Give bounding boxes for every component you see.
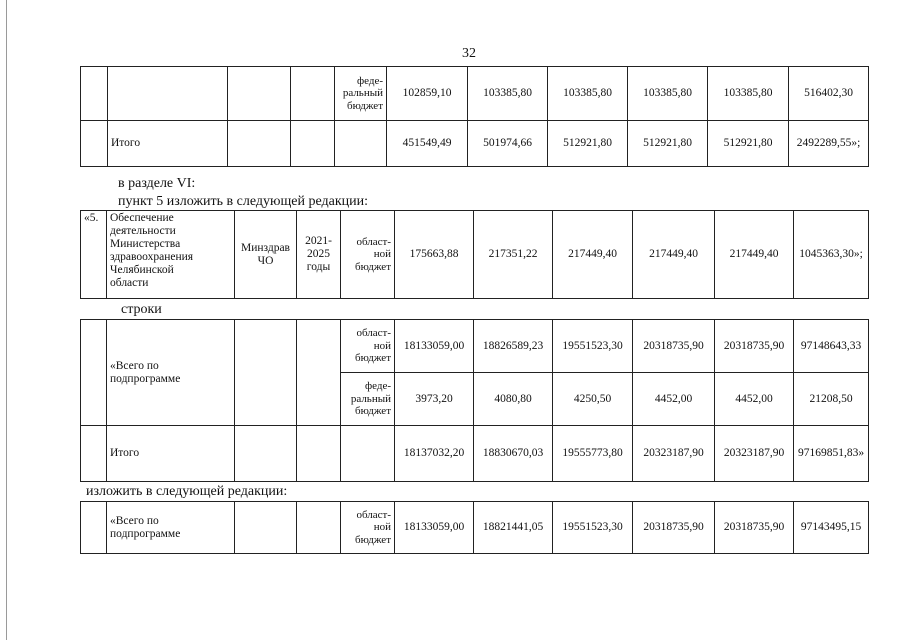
row-label-cell: Итого (107, 426, 235, 482)
value-cell: 97169851,83» (794, 426, 869, 482)
funding-source-cell: феде- ральный бюджет (341, 373, 395, 426)
value-cell: 512921,80 (628, 121, 708, 167)
table-cell (235, 502, 297, 554)
table-cell (297, 502, 341, 554)
table-row (81, 502, 869, 554)
table-cell (291, 67, 335, 121)
table-cell (335, 121, 387, 167)
table-cell (228, 121, 291, 167)
table-cell (81, 426, 107, 482)
value-cell: 2492289,55»; (789, 121, 869, 167)
value-cell: 18821441,05 (474, 502, 553, 554)
value-cell: 4250,50 (553, 373, 633, 426)
table-row (81, 211, 869, 299)
value-cell: 3973,20 (395, 373, 474, 426)
value-cell: 516402,30 (789, 67, 869, 121)
paragraph-new-edition: изложить в следующей редакции: (86, 484, 288, 499)
executor-cell: Минздрав ЧО (235, 211, 297, 299)
value-cell: 4080,80 (474, 373, 553, 426)
row-label-cell: «Всего по подпрограмме (107, 502, 235, 554)
row-label-cell: Итого (108, 121, 228, 167)
value-cell: 501974,66 (468, 121, 548, 167)
value-cell: 4452,00 (633, 373, 715, 426)
table-subprogram-new (80, 501, 869, 554)
value-cell: 217351,22 (474, 211, 553, 299)
funding-source-cell: феде- ральный бюджет (335, 67, 387, 121)
item-name-cell: Обеспечение деятельности Министерства здравоохранения Челябинской области (107, 211, 235, 299)
value-cell: 103385,80 (468, 67, 548, 121)
row-label-cell: «Всего по подпрограмме (107, 320, 235, 426)
paragraph-rows: строки (121, 302, 162, 317)
value-cell: 19551523,30 (553, 320, 633, 373)
value-cell: 20318735,90 (715, 502, 794, 554)
table-cell (228, 67, 291, 121)
value-cell: 217449,40 (715, 211, 794, 299)
value-cell: 21208,50 (794, 373, 869, 426)
value-cell: 97143495,15 (794, 502, 869, 554)
value-cell: 20318735,90 (633, 502, 715, 554)
value-cell: 102859,10 (387, 67, 468, 121)
value-cell: 20318735,90 (633, 320, 715, 373)
value-cell: 18137032,20 (395, 426, 474, 482)
table-cell (81, 121, 108, 167)
table-cell (291, 121, 335, 167)
table-row (81, 426, 869, 482)
table-row (81, 121, 869, 167)
value-cell: 20323187,90 (715, 426, 794, 482)
table-subprogram-totals-top (80, 66, 869, 167)
table-cell (235, 320, 297, 426)
value-cell: 18826589,23 (474, 320, 553, 373)
value-cell: 19551523,30 (553, 502, 633, 554)
value-cell: 217449,40 (553, 211, 633, 299)
funding-source-cell: област- ной бюджет (341, 211, 395, 299)
table-cell (81, 502, 107, 554)
value-cell: 97148643,33 (794, 320, 869, 373)
value-cell: 217449,40 (633, 211, 715, 299)
table-cell (297, 426, 341, 482)
value-cell: 19555773,80 (553, 426, 633, 482)
value-cell: 512921,80 (708, 121, 789, 167)
paragraph-section-vi: в разделе VI: (118, 176, 196, 191)
value-cell: 20318735,90 (715, 320, 794, 373)
value-cell: 103385,80 (548, 67, 628, 121)
funding-source-cell: област- ной бюджет (341, 320, 395, 373)
paragraph-item-5-instruction: пункт 5 изложить в следующей редакции: (118, 194, 368, 209)
value-cell: 18133059,00 (395, 502, 474, 554)
item-number-cell: «5. (81, 211, 107, 299)
value-cell: 175663,88 (395, 211, 474, 299)
table-cell (297, 320, 341, 426)
value-cell: 103385,80 (628, 67, 708, 121)
page-edge-line (6, 0, 7, 640)
table-row (81, 67, 869, 121)
table-item-5 (80, 210, 869, 299)
value-cell: 18133059,00 (395, 320, 474, 373)
table-cell (341, 426, 395, 482)
value-cell: 4452,00 (715, 373, 794, 426)
funding-source-cell: област- ной бюджет (341, 502, 395, 554)
period-cell: 2021- 2025 годы (297, 211, 341, 299)
table-cell (81, 67, 108, 121)
table-subprogram-old (80, 319, 869, 482)
table-row (81, 320, 869, 373)
value-cell: 512921,80 (548, 121, 628, 167)
table-cell (81, 320, 107, 426)
page-number: 32 (462, 46, 476, 61)
table-cell (235, 426, 297, 482)
value-cell: 18830670,03 (474, 426, 553, 482)
value-cell: 103385,80 (708, 67, 789, 121)
table-cell (108, 67, 228, 121)
value-cell: 20323187,90 (633, 426, 715, 482)
value-cell: 451549,49 (387, 121, 468, 167)
value-cell: 1045363,30»; (794, 211, 869, 299)
